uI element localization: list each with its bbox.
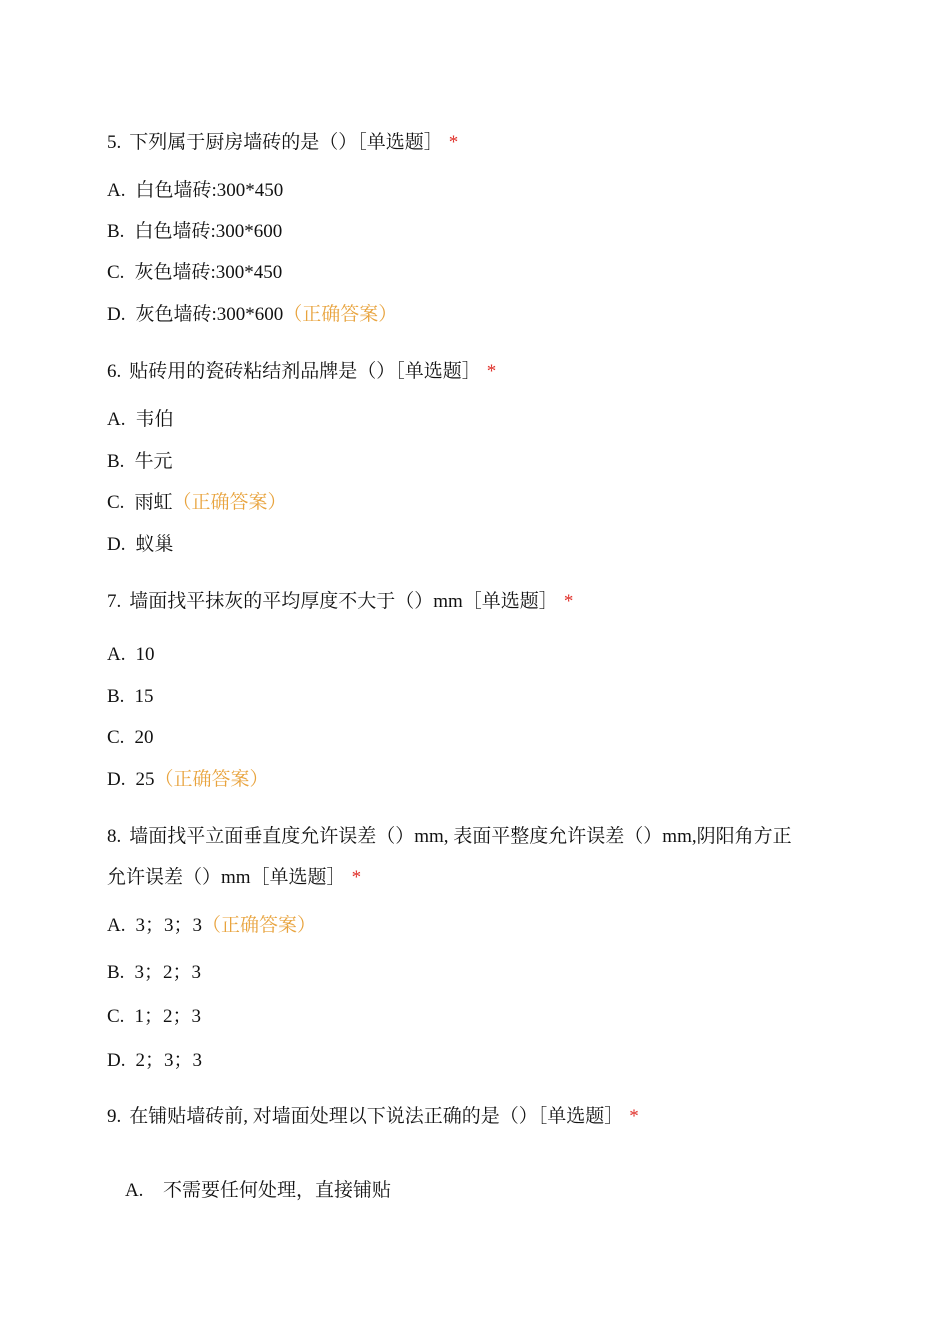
- option-letter: C.: [107, 492, 125, 513]
- question-title: [107, 359, 496, 385]
- option-item: [107, 1048, 202, 1074]
- option-item: [107, 1004, 201, 1030]
- option-item: [107, 960, 201, 986]
- option-item: [107, 725, 153, 751]
- question-title-continued: [107, 865, 361, 891]
- correct-answer-tag: （正确答案）: [172, 492, 287, 513]
- required-star: *: [563, 591, 574, 612]
- option-item: [107, 407, 174, 433]
- question-title: [107, 589, 573, 615]
- question-number: 7.: [107, 591, 122, 612]
- option-text: 白色墙砖:300*450: [135, 180, 284, 201]
- required-star: *: [351, 867, 362, 888]
- option-text: 3；3；3: [135, 915, 202, 936]
- option-text: 不需要任何处理，直接铺贴: [153, 1180, 391, 1201]
- option-letter: B.: [107, 686, 125, 707]
- option-letter: D.: [107, 534, 126, 555]
- option-text: 蚁巢: [135, 534, 174, 555]
- option-letter: B.: [107, 221, 125, 242]
- question-number: 6.: [107, 361, 122, 382]
- question-text: 墙面找平抹灰的平均厚度不大于（）mm［单选题］: [129, 591, 558, 612]
- option-text: 韦伯: [135, 409, 174, 430]
- question-text: 下列属于厨房墙砖的是（）［单选题］: [129, 132, 443, 153]
- option-letter: A.: [107, 180, 126, 201]
- option-letter: D.: [107, 1050, 126, 1071]
- option-text: 白色墙砖:300*600: [134, 221, 283, 242]
- option-item: [107, 260, 282, 286]
- option-item: [107, 490, 286, 516]
- option-text: 20: [134, 727, 154, 748]
- option-item: [107, 1152, 391, 1230]
- required-star: *: [486, 361, 497, 382]
- question-number: 8.: [107, 826, 122, 847]
- correct-answer-tag: （正确答案）: [154, 769, 269, 790]
- option-item: [107, 642, 154, 668]
- option-letter: A.: [107, 915, 126, 936]
- required-star: *: [629, 1106, 639, 1127]
- option-letter: C.: [107, 1006, 125, 1027]
- question-text: 贴砖用的瓷砖粘结剂品牌是（）［单选题］: [129, 361, 481, 382]
- question-title: [107, 824, 792, 850]
- question-title: [107, 1104, 639, 1130]
- option-letter: C.: [107, 727, 125, 748]
- option-text: 灰色墙砖:300*450: [134, 262, 283, 283]
- option-letter: A.: [107, 644, 126, 665]
- option-text: 1；2；3: [134, 1006, 201, 1027]
- option-text: 灰色墙砖:300*600: [135, 304, 284, 325]
- option-text: 雨虹: [134, 492, 173, 513]
- question-text: 墙面找平立面垂直度允许误差（）mm, 表面平整度允许误差（）mm,阴阳角方正: [129, 826, 792, 847]
- option-item: [107, 219, 282, 245]
- question-text: 允许误差（）mm［单选题］: [107, 867, 346, 888]
- option-text: 牛元: [134, 451, 173, 472]
- option-letter: D.: [107, 769, 126, 790]
- option-item: [107, 767, 269, 793]
- option-item: [107, 684, 153, 710]
- option-letter: A.: [107, 409, 126, 430]
- question-title: [107, 130, 458, 156]
- option-letter: B.: [107, 451, 125, 472]
- option-item: [107, 532, 174, 558]
- required-star: *: [448, 132, 459, 153]
- correct-answer-tag: （正确答案）: [283, 304, 398, 325]
- option-letter: D.: [107, 304, 126, 325]
- option-text: 2；3；3: [135, 1050, 202, 1071]
- option-text: 25: [135, 769, 155, 790]
- option-letter: C.: [107, 262, 125, 283]
- option-text: 3；2；3: [134, 962, 201, 983]
- option-item: [107, 178, 283, 204]
- option-item: [107, 302, 397, 328]
- option-letter: B.: [107, 962, 125, 983]
- correct-answer-tag: （正确答案）: [202, 915, 317, 936]
- option-item: [107, 449, 172, 475]
- option-text: 10: [135, 644, 155, 665]
- question-number: 5.: [107, 132, 122, 153]
- question-text: 在铺贴墙砖前, 对墙面处理以下说法正确的是（）［单选题］: [129, 1106, 624, 1127]
- question-number: 9.: [107, 1106, 122, 1127]
- option-item: [107, 913, 316, 939]
- option-text: 15: [134, 686, 154, 707]
- option-letter: A.: [124, 1180, 144, 1201]
